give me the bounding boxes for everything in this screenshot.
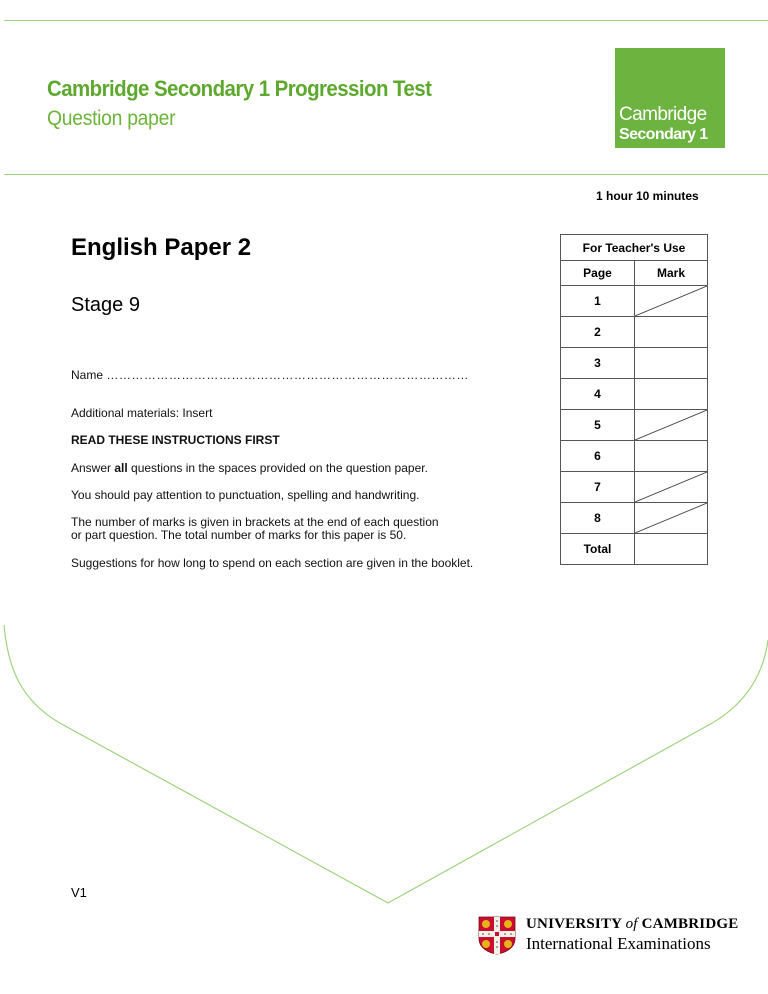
exam-duration: 1 hour 10 minutes [596, 189, 699, 203]
mark-cell-struck [635, 286, 708, 317]
mark-cell[interactable] [635, 379, 708, 410]
paper-title: English Paper 2 [71, 234, 252, 261]
teacher-table-row [561, 503, 708, 534]
name-dotted-line: …………………………………………………………………………… [106, 368, 469, 382]
series-subtitle: Question paper [47, 107, 176, 130]
page-number: 2 [561, 317, 635, 348]
instruction-answer-all: Answer all questions in the spaces provided on the question paper. [71, 461, 428, 475]
teacher-table-row [561, 379, 708, 410]
mark-cell-struck [635, 503, 708, 534]
mark-cell[interactable] [635, 441, 708, 472]
university-subtitle: International Examinations [526, 934, 711, 953]
instruction-suggestions: Suggestions for how long to spend on each section are given in the booklet. [71, 556, 474, 570]
page-number: 3 [561, 348, 635, 379]
page-number: 4 [561, 379, 635, 410]
mark-cell[interactable] [635, 317, 708, 348]
name-field[interactable] [71, 368, 469, 382]
page-number: 5 [561, 410, 635, 441]
page-number: 7 [561, 472, 635, 503]
teacher-table-row [561, 348, 708, 379]
instruction-punctuation: You should pay attention to punctuation, spelling and handwriting. [71, 488, 420, 502]
logo-line-2: Secondary 1 [619, 126, 708, 143]
strike-diagonal-icon [635, 410, 707, 440]
total-label: Total [561, 534, 635, 565]
mark-cell-struck [635, 410, 708, 441]
decorative-curve [0, 600, 768, 920]
name-label: Name [71, 368, 104, 382]
instruction-marks-2: or part question. The total number of marks for this paper is 50. [71, 528, 407, 542]
cambridge-secondary-logo [615, 48, 725, 148]
page-number: 6 [561, 441, 635, 472]
col-header-mark: Mark [635, 261, 708, 286]
teacher-table-row [561, 472, 708, 503]
teacher-table-row [561, 317, 708, 348]
strike-diagonal-icon [635, 472, 707, 502]
logo-line-1: Cambridge [619, 104, 707, 125]
page-number: 1 [561, 286, 635, 317]
total-mark-cell[interactable] [635, 534, 708, 565]
header-top-rule [4, 20, 768, 21]
mark-cell-struck [635, 472, 708, 503]
strike-diagonal-icon [635, 286, 707, 316]
stage-label: Stage 9 [71, 294, 140, 316]
additional-materials: Additional materials: Insert [71, 406, 213, 420]
instructions-heading: READ THESE INSTRUCTIONS FIRST [71, 433, 280, 447]
teacher-table-row [561, 286, 708, 317]
emphasis-all: all [114, 461, 128, 475]
teacher-use-table [560, 234, 708, 565]
university-name: UNIVERSITY of CAMBRIDGE [526, 916, 739, 932]
version-label: V1 [71, 885, 87, 900]
strike-diagonal-icon [635, 503, 707, 533]
teacher-table-title: For Teacher's Use [561, 235, 708, 261]
university-crest-icon [477, 915, 517, 955]
page-number: 8 [561, 503, 635, 534]
instruction-marks-1: The number of marks is given in brackets at the end of each question [71, 515, 439, 529]
teacher-table-row [561, 441, 708, 472]
series-title: Cambridge Secondary 1 Progression Test [47, 76, 432, 101]
header-bottom-rule [4, 174, 768, 175]
mark-cell[interactable] [635, 348, 708, 379]
col-header-page: Page [561, 261, 635, 286]
teacher-table-row [561, 410, 708, 441]
